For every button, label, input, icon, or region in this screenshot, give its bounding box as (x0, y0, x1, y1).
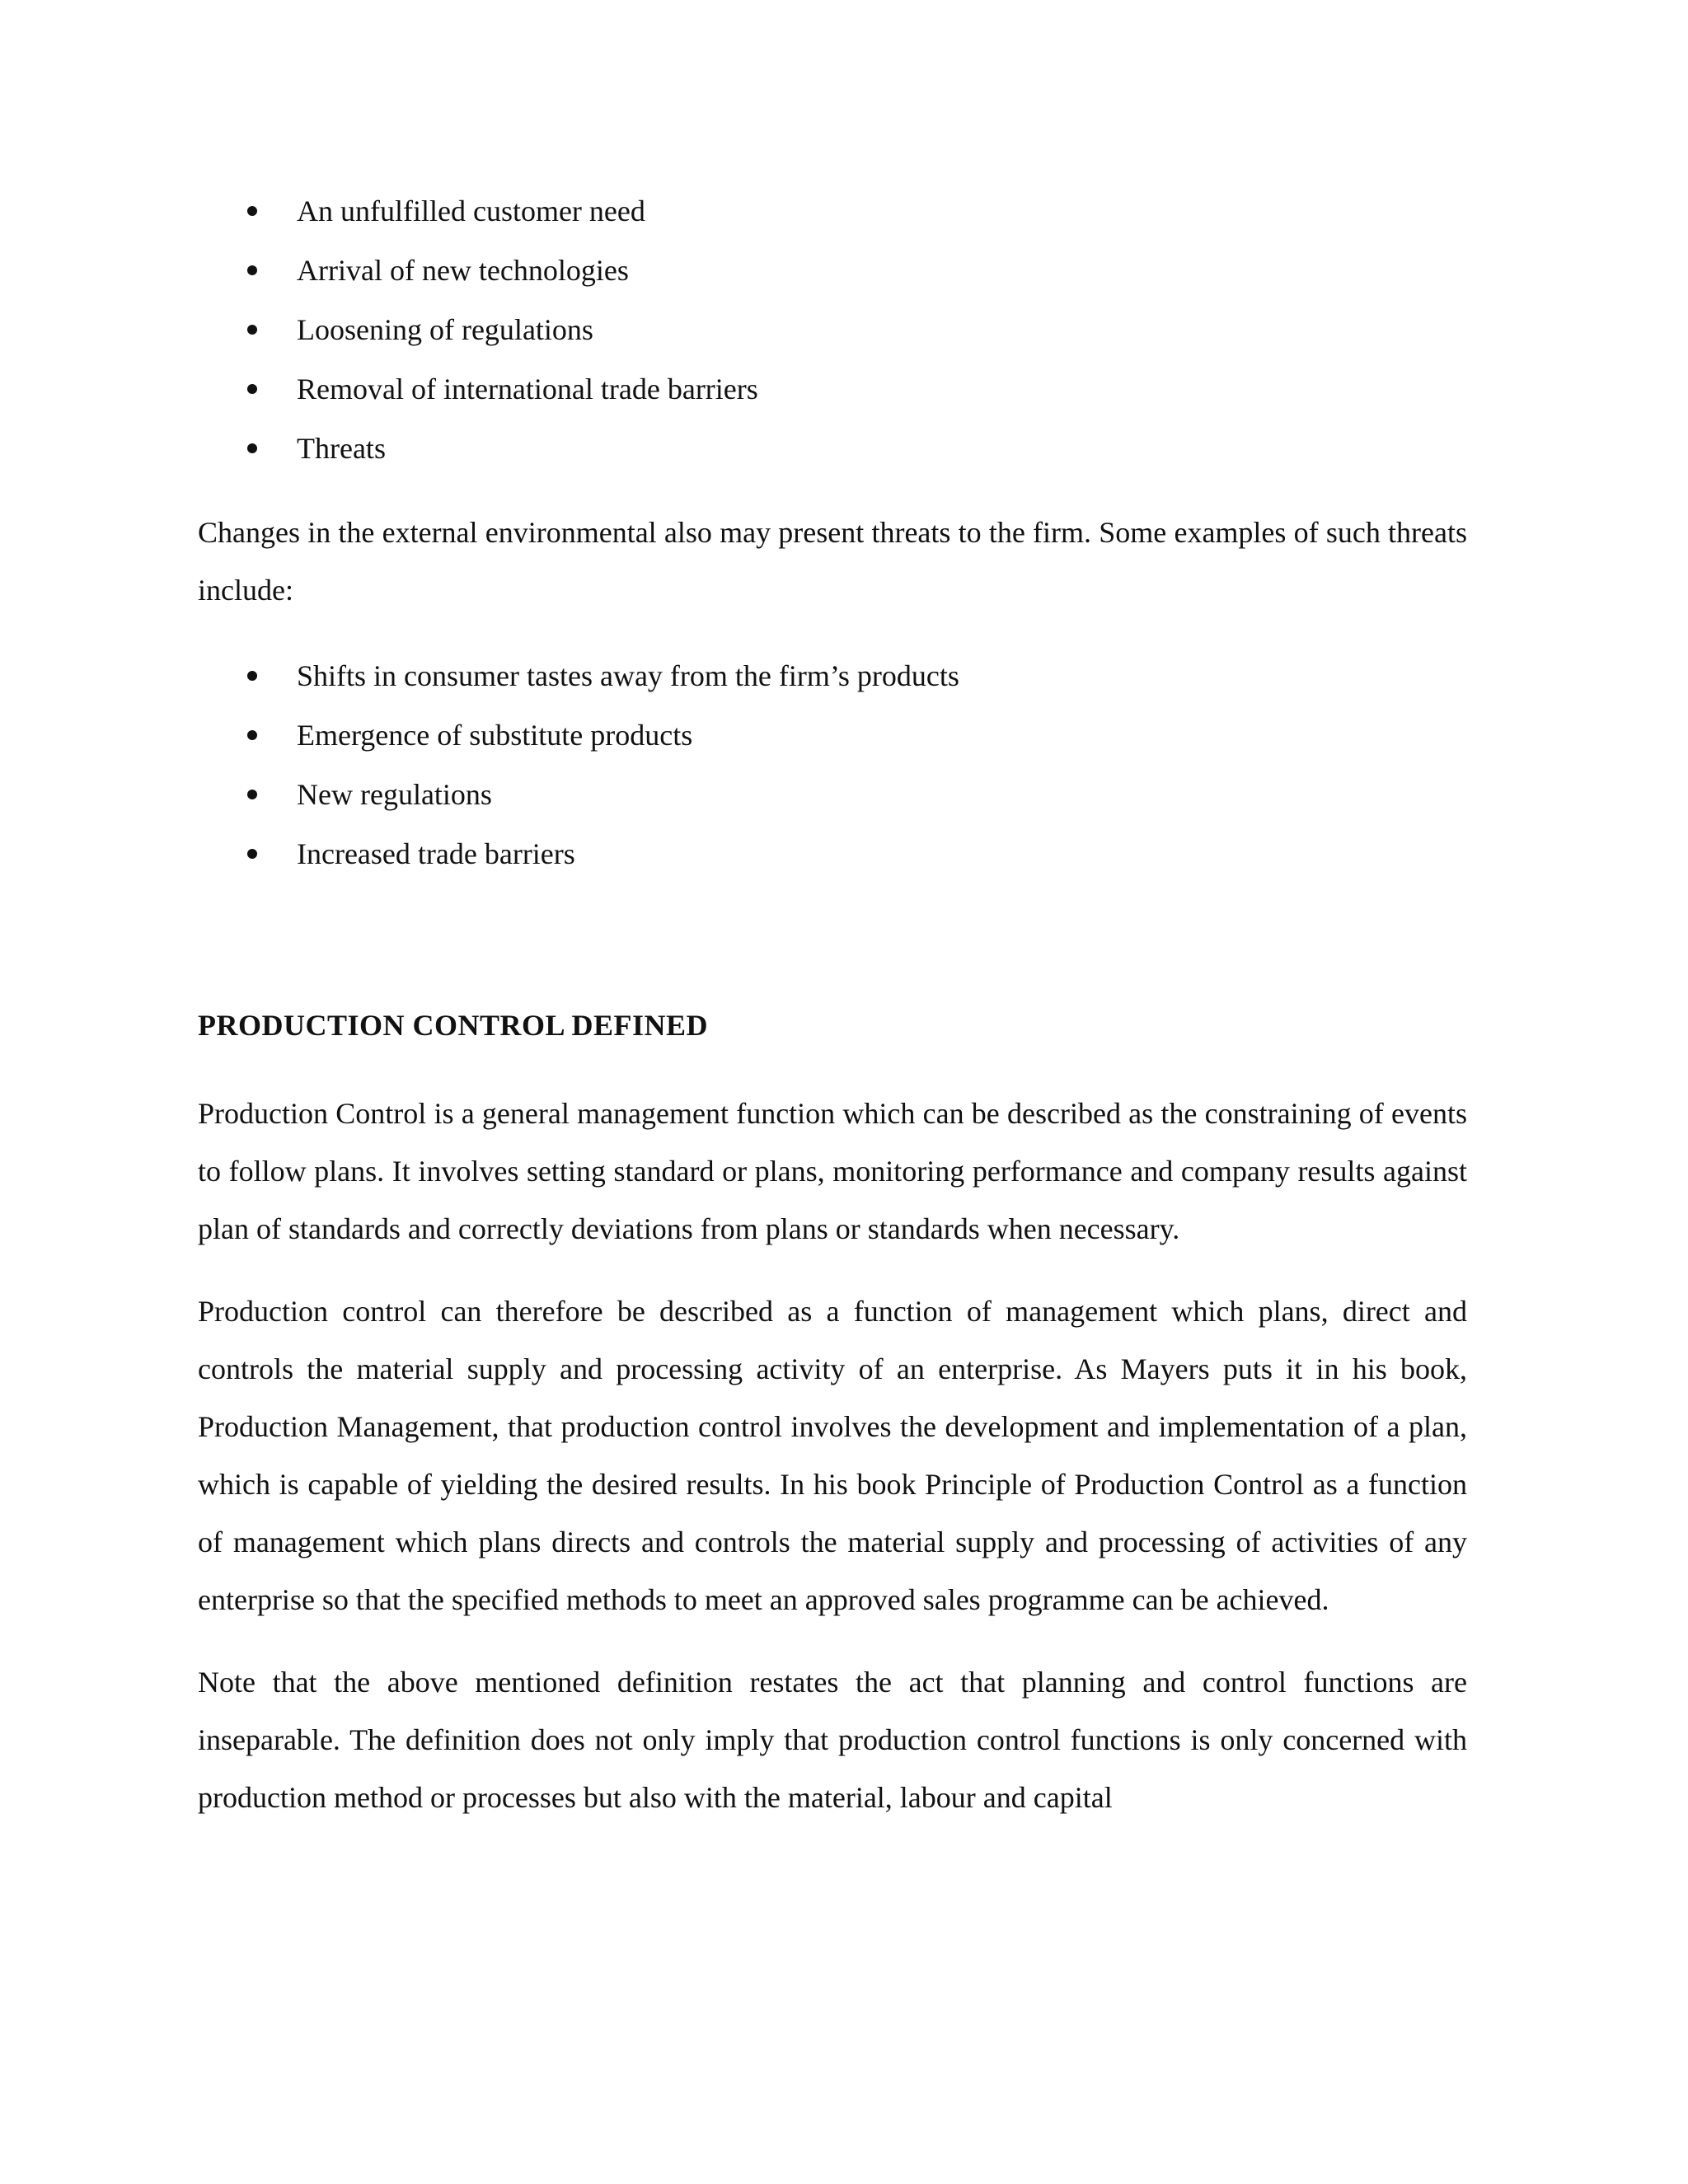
paragraph: Production Control is a general management function which can be described as the constraining of events to follow plans. It involves setting standard or plans, monitoring performance and company results against plan of standards and correctly deviations from plans or standards when necessary. (198, 1097, 1467, 1245)
list-item (198, 778, 1467, 811)
paragraph: Production control can therefore be described as a function of management which plans, direct and controls the material supply and processing activity of an enterprise. As Mayers puts it in his book, Production Management, that production control involves the development and implementation of a plan, which is capable of yielding the desired results. In his book Principle of Production Control as a function of management which plans directs and controls the material supply and processing of activities of any enterprise so that the specified methods to meet an approved sales programme can be achieved. (198, 1295, 1467, 1616)
list-item (198, 194, 1467, 227)
threats-list (198, 659, 1467, 870)
bullet-icon (247, 849, 257, 859)
opportunities-list (198, 194, 1467, 465)
list-item (198, 659, 1467, 692)
list-item-text: Shifts in consumer tastes away from the firm’s products (297, 659, 959, 692)
list-item (198, 432, 1467, 465)
list-item (198, 254, 1467, 287)
list-item-text: Removal of international trade barriers (297, 373, 758, 405)
bullet-icon (247, 325, 257, 335)
list-item (198, 373, 1467, 405)
paragraph: Note that the above mentioned definition restates the act that planning and control functions are inseparable. The definition does not only imply that production control functions is only concerned with production method or processes but also with the material, labour and capital (198, 1666, 1467, 1814)
list-item (198, 837, 1467, 870)
document-page (198, 194, 1467, 1826)
list-item-text: Increased trade barriers (297, 837, 575, 870)
bullet-icon (247, 265, 257, 275)
bullet-icon (247, 206, 257, 216)
list-item-text: Arrival of new technologies (297, 254, 629, 287)
list-item-text: An unfulfilled customer need (297, 194, 645, 227)
list-item-text: New regulations (297, 778, 492, 811)
list-item (198, 719, 1467, 752)
bullet-icon (247, 671, 257, 681)
bullet-icon (247, 730, 257, 740)
list-item-text: Emergence of substitute products (297, 719, 693, 752)
section-heading: PRODUCTION CONTROL DEFINED (198, 1009, 709, 1042)
list-item (198, 313, 1467, 346)
threats-intro-paragraph: Changes in the external environmental also may present threats to the firm. Some examples of such threats include: (198, 516, 1467, 607)
bullet-icon (247, 790, 257, 799)
bullet-icon (247, 384, 257, 394)
bullet-icon (247, 443, 257, 453)
list-item-text: Loosening of regulations (297, 313, 593, 346)
list-item-text: Threats (297, 432, 386, 465)
